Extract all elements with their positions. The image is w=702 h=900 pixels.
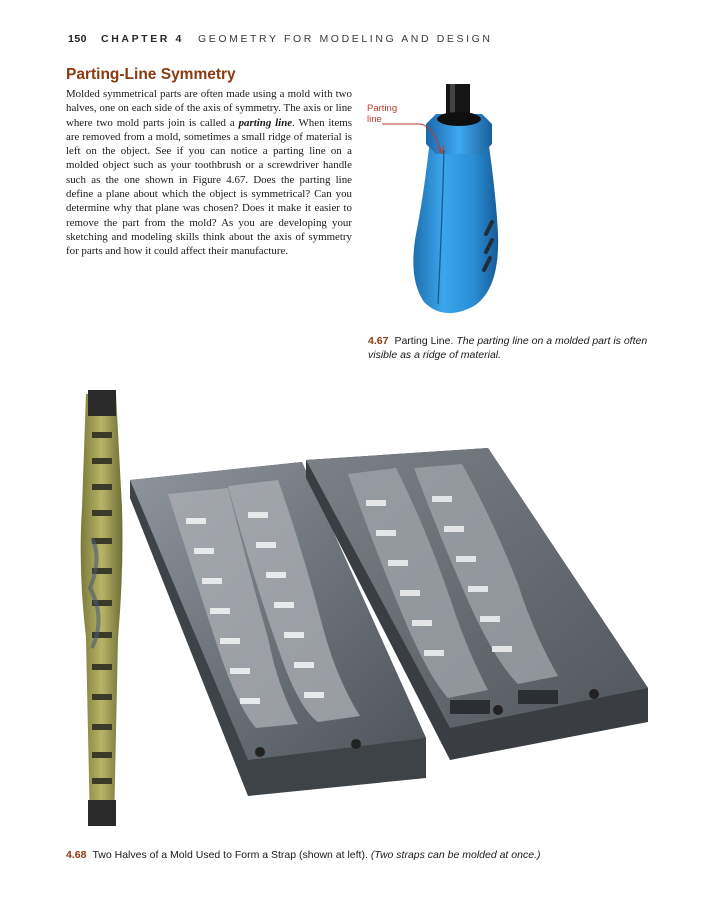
chapter-title: GEOMETRY FOR MODELING AND DESIGN (197, 33, 493, 45)
screwdriver-handle-photo (364, 84, 642, 324)
section-title: Parting-Line Symmetry (66, 66, 236, 83)
running-header (68, 33, 493, 45)
caption-text: The parting line on a molded part is often visible as a ridge of material. (368, 335, 648, 361)
figure-number: 4.68 (66, 849, 87, 861)
parting-line-callout: Parting line (367, 103, 398, 125)
page-number: 150 (68, 33, 88, 45)
paragraph-text-start: Molded symmetrical parts are often made using a mold with two halves, one on each side of the axis of symmetry. The axis or line where two mold parts join is called a (66, 88, 352, 129)
mold-halves-photo (78, 388, 656, 832)
figure-number: 4.67 (368, 335, 389, 347)
body-paragraph (66, 87, 352, 259)
caption-note: (Two straps can be molded at once.) (370, 849, 541, 861)
paragraph-text-end: . When items are removed from a mold, sometimes a small ridge of material is left on the object. See if you can notice a parting line on a molded object such as your toothbrush or a screwdriver handle such as the one shown in Figure 4.67. Does the parting line define a plane about which the object is symmetrical? Can you determine why that plane was chosen? Does it make it easier to remove the part from the mold? As you are developing your sketching and modeling skills think about the axis of symmetry for parts and how it could affect their manufacture. (66, 116, 352, 258)
caption-text: Two Halves of a Mold Used to Form a Strap (shown at left). (92, 849, 368, 861)
figure-4-68-caption (66, 849, 540, 861)
caption-title: Parting Line. (394, 335, 454, 347)
parting-line-term: parting line (238, 116, 293, 129)
chapter-label: CHAPTER 4 (101, 33, 184, 45)
figure-4-67-caption (368, 334, 653, 362)
